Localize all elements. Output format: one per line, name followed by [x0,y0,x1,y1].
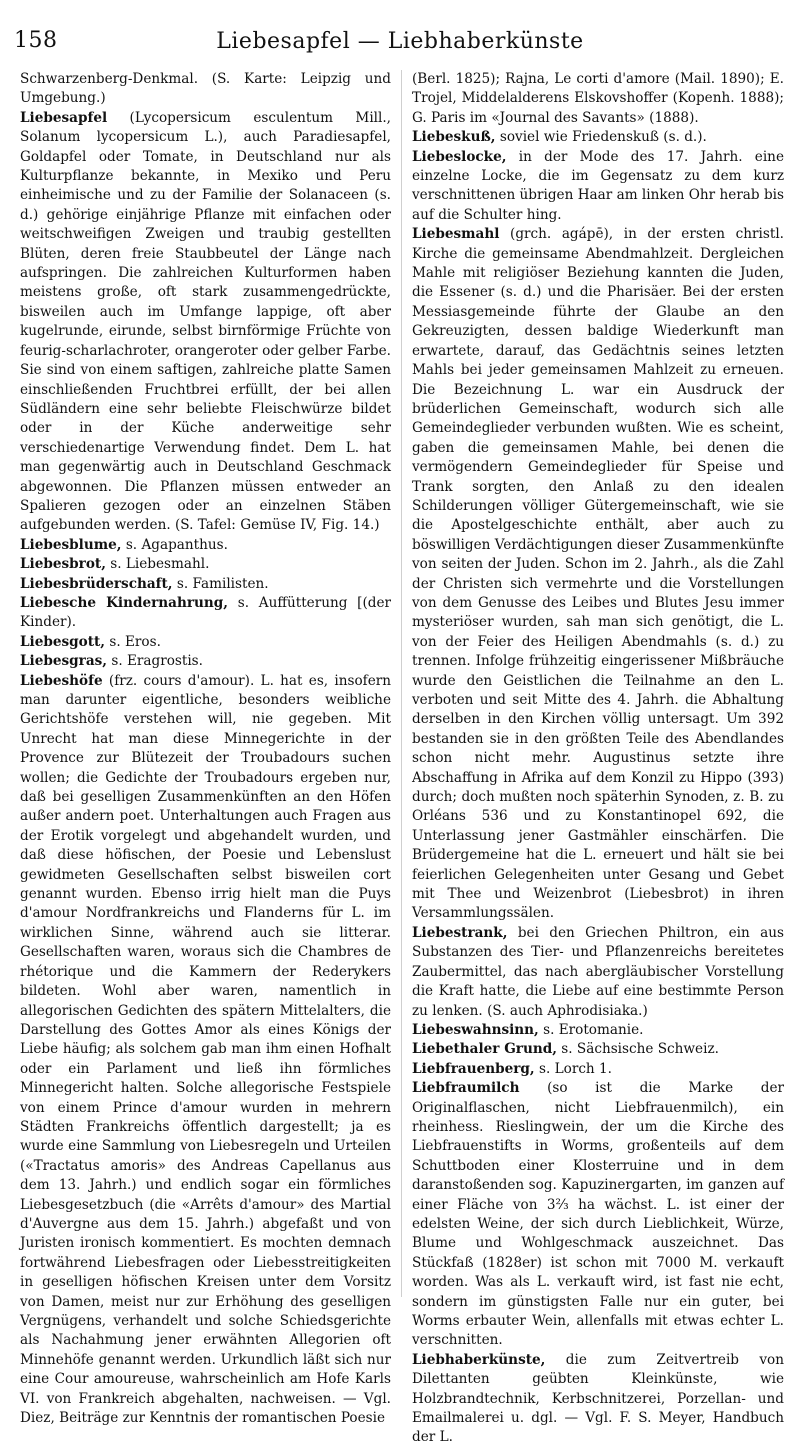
entry-headword: Liebfrauenberg, [412,1060,535,1077]
text-columns [14,70,790,1446]
entry-headword: Liebeswahnsinn, [412,1021,539,1038]
left-column [14,70,402,1427]
dictionary-entry [20,109,391,536]
entry-body: s. Liebesmahl. [105,556,210,573]
entry-body: (frz. cours d'amour). L. hat es, insofern man darunter eigentliche, besonders weibliche Gerichtshöfe verstehen will, nie gegeben. Mit Unrecht hat man diese Minnegerichte in der Provence zur Blütezeit der Troubadours suchen wollen; die Gedichte der Troubadours ergeben nur, daß bei geselligen Zusammenkünften an den Höfen außer andern poet. Unterhaltungen auch Fragen aus der Erotik vorgelegt und abgehandelt wurden, und daß diese höfischen, der Poesie und Lebenslust gewidmeten Gesellschaften selbst bisweilen cort genannt wurden. Ebenso irrig hielt man die Puys d'amour Nordfrankreichs und Flanderns für L. im wirklichen Sinne, während auch sie litterar. Gesellschaften waren, woraus sich die Chambres de rhétorique und die Kammern der Rederykers bildeten. Wohl aber waren, namentlich in allegorischen Gedichten des spätern Mittelalters, die Darstellung des Gottes Amor als eines Königs der Liebe häufig; als solchem gab man ihm einen Hofhalt oder ein Parlament und ließ ihn förmliches Minnegericht halten. Solche allegorische Festspiele von einem Prince d'amour wurden in mehrern Städten Frankreichs öffentlich dargestellt; ja es wurde eine Sammlung von Liebesregeln und Urteilen («Tractatus amoris» des Andreas Capellanus aus dem 13. Jahrh.) und endlich sogar ein förmliches Liebesgesetzbuch (die «Arrêts d'amour» des Martial d'Auvergne aus dem 15. Jahrh.) abgefaßt und von Juristen ironisch kommentiert. Es mochten demnach fortwährend Liebesfragen oder Liebesstreitigkeiten in geselligen höfischen Kreisen unter dem Vorsitz von Damen, meist nur zur Erhöhung des geselligen Vergnügens, verhandelt und solche Schiedsgerichte als Nachahmung jener erwähnten Allegorien oft Minnehöfe genannt werden. Urkundlich läßt sich nur eine Cour amoureuse, wahrscheinlich am Hofe Karls VI. von Frankreich abgehalten, nachweisen. — Vgl. Diez, Beiträge zur Kenntnis der romantischen Poesie [20,672,391,1427]
entry-headword: Liebeskuß, [412,129,496,146]
entry-body: (Berl. 1825); Rajna, Le corti d'amore (Mail. 1890); E. Trojel, Middelalderens Elskovshoffer (Kopenh. 1888); G. Paris im «Journal des Savants» (1888). [412,71,784,126]
page-number: 158 [14,28,58,53]
entry-body: (Lycopersicum esculentum Mill., Solanum lycopersicum L.), auch Paradiesapfel, Goldapfel oder Tomate, in Deutschland nur als Kulturpflanze bekannte, in Mexiko und Peru einheimische und zu der Familie der Solanaceen (s. d.) gehörige einjährige Pflanze mit einfachen oder weitschweifigen Zweigen und traubig gestellten Blüten, deren freie Staubbeutel der Länge nach aufspringen. Die zahlreichen Kulturformen haben meistens große, oft stark zusammengedrückte, bisweilen auch im Umfange lappige, oft aber kugelrunde, eirunde, selbst birnförmige Früchte von feurig-scharlachroter, orangeroter oder gelber Farbe. Sie sind von einem saftigen, zahlreiche platte Samen einschließenden Fruchtbrei erfüllt, der bei allen Südländern eine sehr beliebte Fleischwürze bildet oder in der Küche anderweitige sehr verschiedenartige Verwendung findet. Dem L. hat man gegenwärtig auch in Deutschland Geschmack abgewonnen. Die Pflanzen müssen entweder an Spalieren gezogen oder an einzelnen Stäben aufgebunden werden. (S. Tafel: Gemüse IV, Fig. 14.) [20,109,391,534]
page-header [14,26,786,56]
dictionary-entry [20,633,391,652]
dictionary-entry [412,225,784,924]
entry-headword: Liebesmahl [412,226,500,243]
entry-headword: Liebethaler Grund, [412,1041,557,1058]
dictionary-entry [412,128,784,147]
dictionary-entry [20,575,391,594]
entry-headword: Liebhaberkünste, [412,1351,546,1368]
dictionary-entry [412,70,784,128]
running-title: Liebesapfel — Liebhaberkünste [216,28,584,54]
entry-headword: Liebesbrüderschaft, [20,575,173,592]
entry-headword: Liebestrank, [412,924,508,941]
dictionary-entry [20,652,391,671]
dictionary-entry [20,672,391,1429]
entry-body: s. Lorch 1. [534,1060,612,1077]
dictionary-entry [412,1040,784,1059]
entry-body: s. Sächsische Schweiz. [556,1041,719,1058]
entry-body: Schwarzenberg-Denkmal. (S. Karte: Leipzig und Umgebung.) [20,71,391,107]
dictionary-entry [20,70,391,109]
dictionary-entry [20,536,391,555]
entry-headword: Liebeslocke, [412,148,507,165]
entry-body: s. Erotomanie. [538,1021,644,1038]
dictionary-entry [20,555,391,574]
dictionary-entry [20,594,391,633]
dictionary-entry [412,1021,784,1040]
entry-body: s. Eros. [105,633,161,650]
entry-body: soviel wie Friedenskuß (s. d.). [495,129,707,146]
entry-headword: Liebesgott, [20,633,106,650]
entry-body: s. Eragrostis. [107,653,203,670]
entry-body: (grch. agápē), in der ersten christl. Kirche die gemeinsame Abendmahlzeit. Dergleichen Mahle mit religiöser Beziehung kannten die Juden, die Essener (s. d.) und die Pharisäer. Bei der ersten Messiasgemeinde führte der Glaube an den Gekreuzigten, dessen baldige Wiederkunft man erwartete, darauf, das Gedächtnis seines letzten Mahls bei jeder gemeinsamen Mahlzeit zu erneuen. Die Bezeichnung L. war ein Ausdruck der brüderlichen Gemeinschaft, wodurch sich alle Gemeindeglieder verbunden wußten. Wie es scheint, gaben die gemeinsamen Mahle, bei denen die vermögendern Gemeindeglieder für Speise und Trank sorgten, den Anlaß zu den idealen Schilderungen völliger Gütergemeinschaft, wie sie die Apostelgeschichte enthält, aber auch zu böswilligen Verdächtigungen dieser Zusammenkünfte von seiten der Juden. Schon im 2. Jahrh., als die Zahl der Christen sich vermehrte und die Vorstellungen von dem Genusse des Leibes und Blutes Jesu immer mysteriöser wurden, sah man sich genötigt, die L. von der Feier des Heiligen Abendmahls (s. d.) zu trennen. Infolge frühzeitig eingerissener Mißbräuche wurde den Geistlichen die Teilnahme an den L. verboten und seit Mitte des 4. Jahrh. die Abhaltung derselben in den Kirchen völlig untersagt. Um 392 bestanden sie in den größten Teile des Abendlandes schon nicht mehr. Augustinus setzte ihre Abschaffung in Afrika auf dem Konzil zu Hippo (393) durch; doch mußten noch späterhin Synoden, z. B. zu Orléans 536 und zu Konstantinopel 692, die Unterlassung jener Gastmähler einschärfen. Die Brüdergemeine hat die L. erneuert und hält sie bei feierlichen Gelegenheiten unter Gesang und Gebet mit Thee und Weizenbrot (Liebesbrot) in ihren Versammlungssälen. [412,226,784,922]
dictionary-entry [412,1079,784,1351]
entry-headword: Liebesbrot, [20,556,106,573]
entry-body: in der Mode des 17. Jahrh. eine einzelne Locke, die im Gegensatz zu dem kurz verschnittenen übrigen Haar am linken Ohr herab bis auf die Schulter hing. [412,148,784,223]
entry-headword: Liebesapfel [20,109,108,126]
entry-headword: Liebfraumilch [412,1080,520,1097]
entry-headword: Liebeshöfe [20,672,103,689]
dictionary-entry [412,1351,784,1448]
entry-body: die zum Zeitvertreib von Dilettanten geübten Kleinkünste, wie Holzbrandtechnik, Kerbschnitzerei, Porzellan- und Emailmalerei u. dgl. — Vgl. F. S. Meyer, Handbuch der L. [412,1351,784,1446]
entry-body: s. Auffütterung [(der Kinder). [20,594,392,631]
dictionary-entry [412,924,784,1021]
entry-headword: Liebesgras, [20,653,108,670]
entry-body: s. Agapanthus. [121,536,228,553]
entry-body: (so ist die Marke der Originalflaschen, nicht Liebfrauenmilch), ein rheinhess. Rieslingwein, der um die Kirche des Liebfrauenstifts in Worms, großenteils auf dem Schuttboden einer Klosterruine und in dem daranstoßenden sog. Kapuzinergarten, im ganzen auf einer Fläche von 3⅔ ha wächst. L. ist einer der edelsten Weine, der sich durch Lieblichkeit, Würze, Blume und Wohlgeschmack auszeichnet. Das Stückfaß (1828er) ist schon mit 7000 M. verkauft worden. Was als L. verkauft wird, ist fast nie echt, sondern im günstigsten Falle nur ein guter, bei Worms erbauter Wein, allenfalls mit etwas echter L. verschnitten. [412,1080,784,1349]
right-column [402,70,790,1446]
entry-body: bei den Griechen Philtron, ein aus Substanzen des Tier- und Pflanzenreichs bereitetes Zaubermittel, das nach abergläubischer Vorstellung die Kraft hatte, die Liebe auf eine bestimmte Person zu lenken. (S. auch Aphrodisiaka.) [412,924,784,1019]
entry-headword: Liebesblume, [20,536,122,553]
entry-headword: Liebesche Kindernahrung, [20,594,229,611]
dictionary-entry [412,148,784,226]
entry-body: s. Familisten. [172,575,269,592]
dictionary-entry [412,1060,784,1079]
